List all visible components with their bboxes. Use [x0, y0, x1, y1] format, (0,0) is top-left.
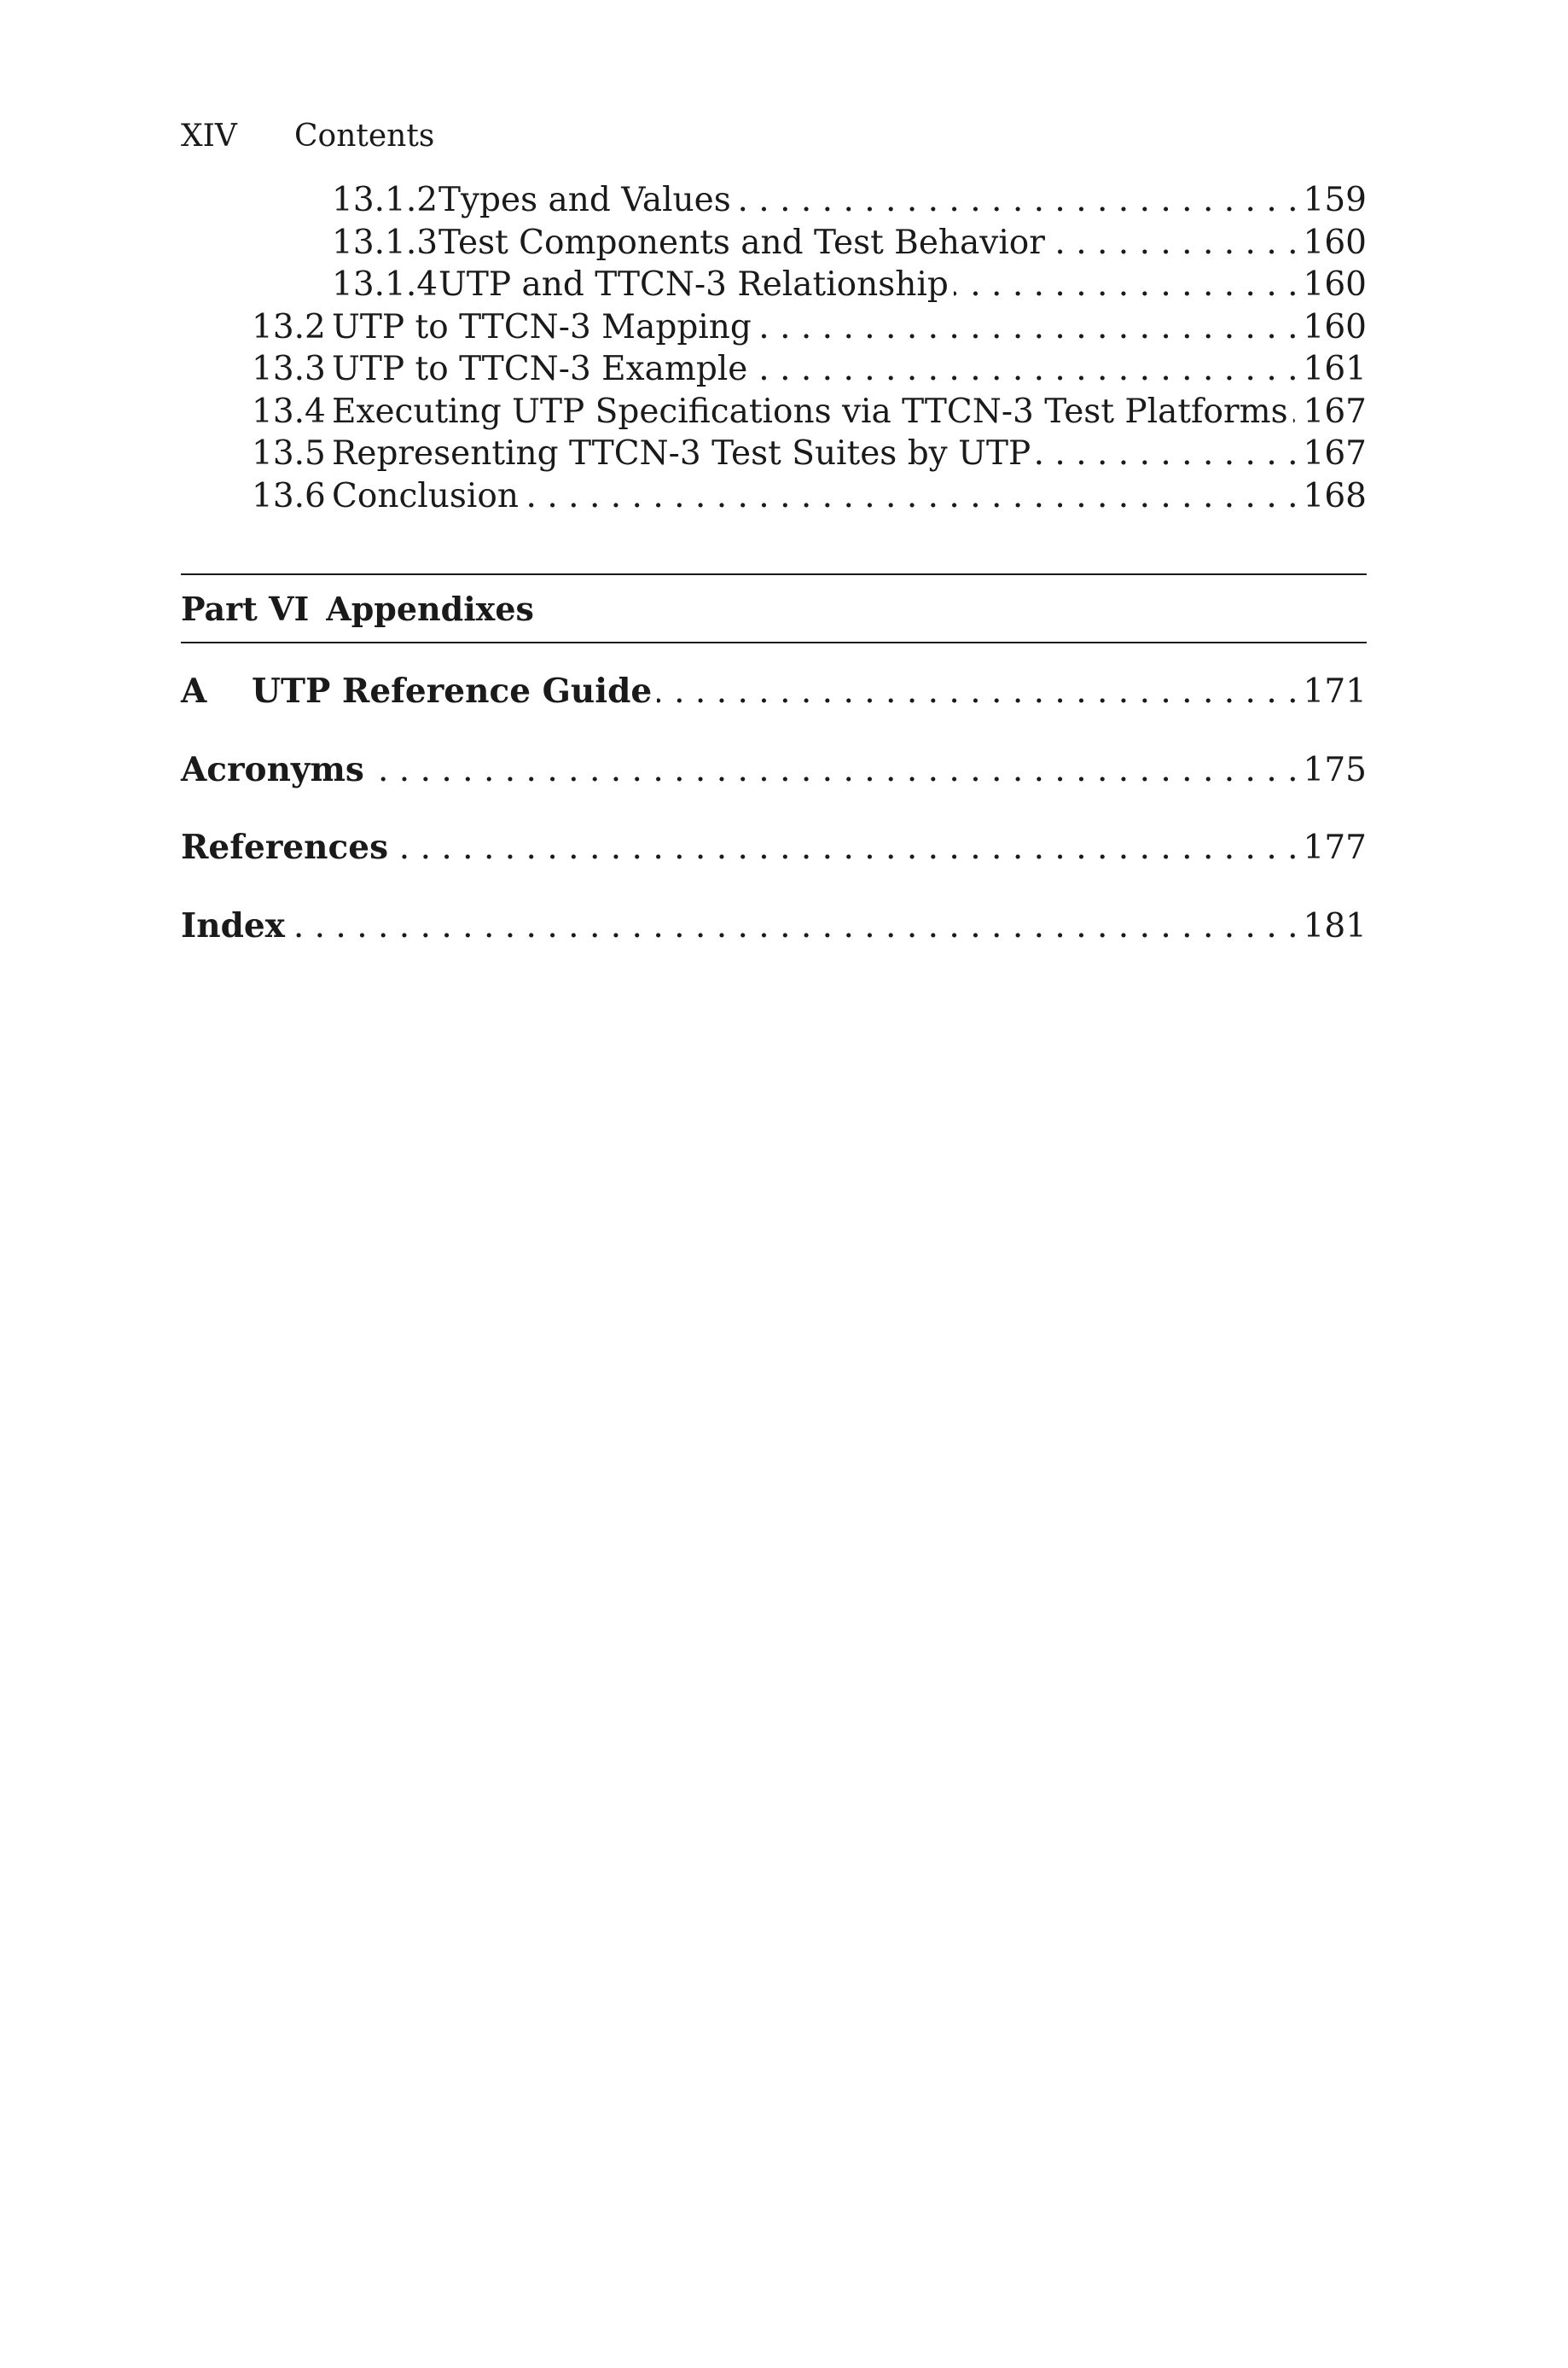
toc-entry-number: 13.6: [252, 476, 326, 515]
toc-entry-number: 13.4: [252, 392, 326, 431]
toc-entry-page: 167: [1303, 392, 1367, 431]
toc-entry[interactable]: [181, 179, 1367, 222]
dot-leader: [524, 475, 1298, 518]
toc-entry[interactable]: [181, 222, 1367, 265]
toc-entry-title: UTP to TTCN-3 Mapping: [332, 307, 752, 346]
toc-chapter-page: 171: [1303, 672, 1367, 711]
part-title: Appendixes: [326, 589, 534, 628]
toc-entry-page: 160: [1303, 265, 1367, 304]
dot-leader: [1293, 391, 1298, 433]
dot-leader: [752, 348, 1298, 391]
toc-entry-page: 168: [1303, 476, 1367, 515]
contents-page: [181, 111, 1367, 947]
dot-leader: [657, 671, 1298, 713]
toc-entry-title: Executing UTP Specifications via TTCN-3 Test Platforms: [332, 392, 1288, 431]
toc-entry-number: 13.2: [252, 307, 326, 346]
page-folio: XIV: [181, 119, 237, 154]
toc-entry-title: Test Components and Test Behavior: [438, 223, 1045, 262]
toc-entry-page: 160: [1303, 223, 1367, 262]
toc-entry[interactable]: [181, 433, 1367, 475]
toc-entry-title: Types and Values: [438, 181, 731, 219]
toc-entry-number: 13.3: [252, 350, 326, 388]
dot-leader: [736, 179, 1298, 222]
toc-entry-title: Conclusion: [332, 476, 519, 515]
toc-entry-number: 13.5: [252, 434, 326, 473]
toc-chapter-title: Acronyms: [181, 749, 364, 789]
toc-chapter-title: UTP Reference Guide: [252, 672, 653, 711]
toc-chapter-page: 181: [1303, 906, 1367, 945]
toc-entry-page: 160: [1303, 307, 1367, 346]
running-title: Contents: [294, 119, 435, 154]
toc-chapter-entry[interactable]: [181, 827, 1367, 870]
dot-leader: [1050, 222, 1298, 265]
running-head: [181, 111, 1367, 162]
dot-leader: [1036, 433, 1298, 475]
toc-chapter-title: Index: [181, 905, 285, 945]
toc-entry-page: 167: [1303, 434, 1367, 473]
toc-entry-number: 13.1.4: [332, 265, 438, 304]
toc-entry-number: 13.1.3: [332, 223, 438, 262]
toc-entry[interactable]: [181, 348, 1367, 391]
toc-entry-page: 159: [1303, 181, 1367, 219]
toc-entry[interactable]: [181, 391, 1367, 433]
toc-chapter-title: References: [181, 828, 389, 867]
part-heading: [181, 573, 1367, 643]
dot-leader: [393, 827, 1298, 870]
toc-chapter-entry[interactable]: [181, 749, 1367, 792]
part-label: Part VI: [181, 589, 310, 628]
toc-entry-title: Representing TTCN-3 Test Suites by UTP: [332, 434, 1031, 473]
dot-leader: [757, 306, 1298, 349]
back-matter-list: [181, 671, 1367, 947]
toc-entry-number: 13.1.2: [332, 181, 438, 219]
toc-entry[interactable]: [181, 475, 1367, 518]
dot-leader: [290, 905, 1298, 948]
toc-chapter-entry[interactable]: [181, 671, 1367, 713]
toc-chapter-entry[interactable]: [181, 905, 1367, 948]
dot-leader: [369, 749, 1298, 792]
toc-chapter-number: A: [181, 672, 207, 711]
toc-entry-title: UTP to TTCN-3 Example: [332, 350, 748, 388]
dot-leader: [954, 264, 1298, 306]
toc-entry[interactable]: [181, 306, 1367, 349]
toc-section-list: [181, 179, 1367, 517]
toc-entry-title: UTP and TTCN-3 Relationship: [438, 265, 949, 304]
toc-entry[interactable]: [181, 264, 1367, 306]
toc-chapter-page: 175: [1303, 750, 1367, 789]
toc-entry-page: 161: [1303, 350, 1367, 388]
toc-chapter-page: 177: [1303, 829, 1367, 867]
